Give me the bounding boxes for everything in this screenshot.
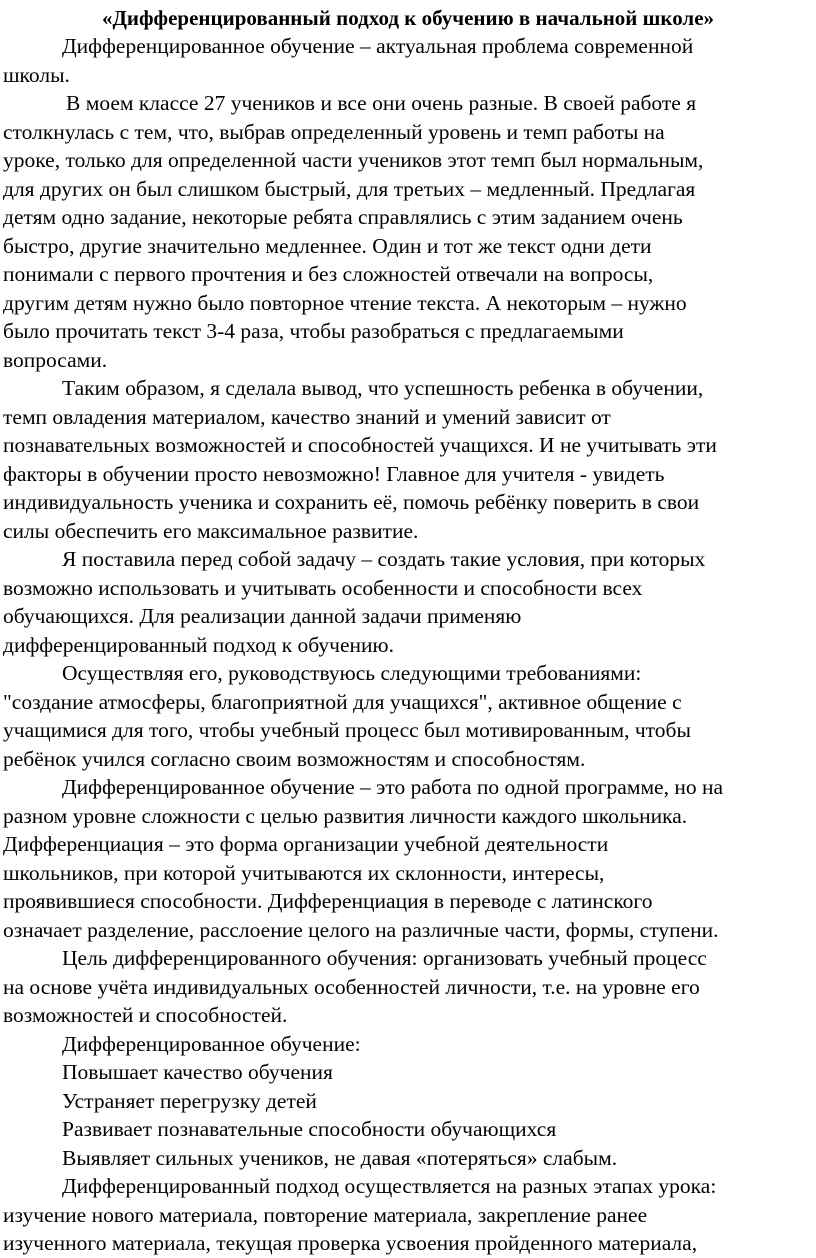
text-line: Дифференцированное обучение – актуальная проблема современной xyxy=(62,34,694,58)
document-title: «Дифференцированный подход к обучению в начальной школе» xyxy=(101,6,715,30)
text-line: столкнулась с тем, что, выбрав определенный уровень и темп работы на xyxy=(3,119,665,144)
text-line: другим детям нужно было повторное чтение текста. А некоторым – нужно xyxy=(3,290,687,315)
text-line: Цель дифференцированного обучения: организовать учебный процесс xyxy=(62,946,707,970)
text-line: школы. xyxy=(3,62,70,87)
text-line: ребёнок учился согласно своим возможностям и способностям. xyxy=(3,746,586,771)
text-line: означает разделение, расслоение целого на различные части, формы, ступени. xyxy=(3,917,719,942)
text-line: индивидуальность ученика и сохранить её, помочь ребёнку поверить в свои xyxy=(3,490,700,514)
text-line: уроке, только для определенной части учеников этот темп был нормальным, xyxy=(3,148,704,172)
text-line: быстро, другие значительно медленнее. Один и тот же текст одни дети xyxy=(3,233,652,258)
text-line: Осуществляя его, руководствуюсь следующими требованиями: xyxy=(62,661,642,685)
text-line: изученного материала, текущая проверка усвоения пройденного материала, xyxy=(3,1231,698,1255)
text-line: на основе учёта индивидуальных особенностей личности, т.е. на уровне его xyxy=(3,974,700,999)
text-line: факторы в обучении просто невозможно! Главное для учителя - увидеть xyxy=(3,461,665,486)
text-line: вопросами. xyxy=(3,347,108,372)
text-line: темп овладения материалом, качество знаний и умений зависит от xyxy=(3,404,611,429)
text-line: Дифференциация – это форма организации учебной деятельности xyxy=(3,832,609,856)
text-line: возможно использовать и учитывать особенности и способности всех xyxy=(3,575,643,600)
text-line: детям одно задание, некоторые ребята справлялись с этим заданием очень xyxy=(3,205,683,229)
text-line: для других он был слишком быстрый, для третьих – медленный. Предлагая xyxy=(3,176,696,201)
text-line: проявившиеся способности. Дифференциация в переводе с латинского xyxy=(3,889,653,913)
text-line: изучение нового материала, повторение материала, закрепление ранее xyxy=(3,1202,648,1227)
text-line: Таким образом, я сделала вывод, что успешность ребенка в обучении, xyxy=(62,376,704,400)
list-item: Развивает познавательные способности обучающихся xyxy=(62,1117,557,1141)
text-line: обучающихся. Для реализации данной задачи применяю xyxy=(3,604,522,628)
text-line: возможностей и способностей. xyxy=(3,1003,288,1027)
list-item: Выявляет сильных учеников, не давая «потеряться» слабым. xyxy=(62,1145,618,1170)
text-line: было прочитать текст 3-4 раза, чтобы разобраться с предлагаемыми xyxy=(3,319,624,343)
list-item: Устраняет перегрузку детей xyxy=(62,1088,317,1113)
text-line: В моем классе 27 учеников и все они очень разные. В своей работе я xyxy=(66,91,697,115)
text-line: школьников, при которой учитываются их склонности, интересы, xyxy=(3,860,605,885)
text-line: Я поставила перед собой задачу – создать такие условия, при которых xyxy=(62,547,706,571)
text-line: Дифференцированное обучение – это работа по одной программе, но на xyxy=(62,775,724,799)
text-line: понимали с первого прочтения и без сложностей отвечали на вопросы, xyxy=(3,262,654,286)
text-line: Дифференцированный подход осуществляется на разных этапах урока: xyxy=(62,1174,717,1198)
text-line: силы обеспечить его максимальное развитие. xyxy=(3,518,419,543)
text-line: Дифференцированное обучение: xyxy=(62,1031,361,1056)
text-line: познавательных возможностей и способностей учащихся. И не учитывать эти xyxy=(3,433,717,457)
text-line: учащимися для того, чтобы учебный процесс был мотивированным, чтобы xyxy=(3,718,691,742)
text-line: "создание атмосферы, благоприятной для учащихся", активное общение с xyxy=(3,689,682,714)
list-item: Повышает качество обучения xyxy=(62,1060,333,1084)
text-line: разном уровне сложности с целью развития личности каждого школьника. xyxy=(3,803,688,828)
document-body xyxy=(3,32,816,1258)
text-line: дифференцированный подход к обучению. xyxy=(3,632,394,657)
